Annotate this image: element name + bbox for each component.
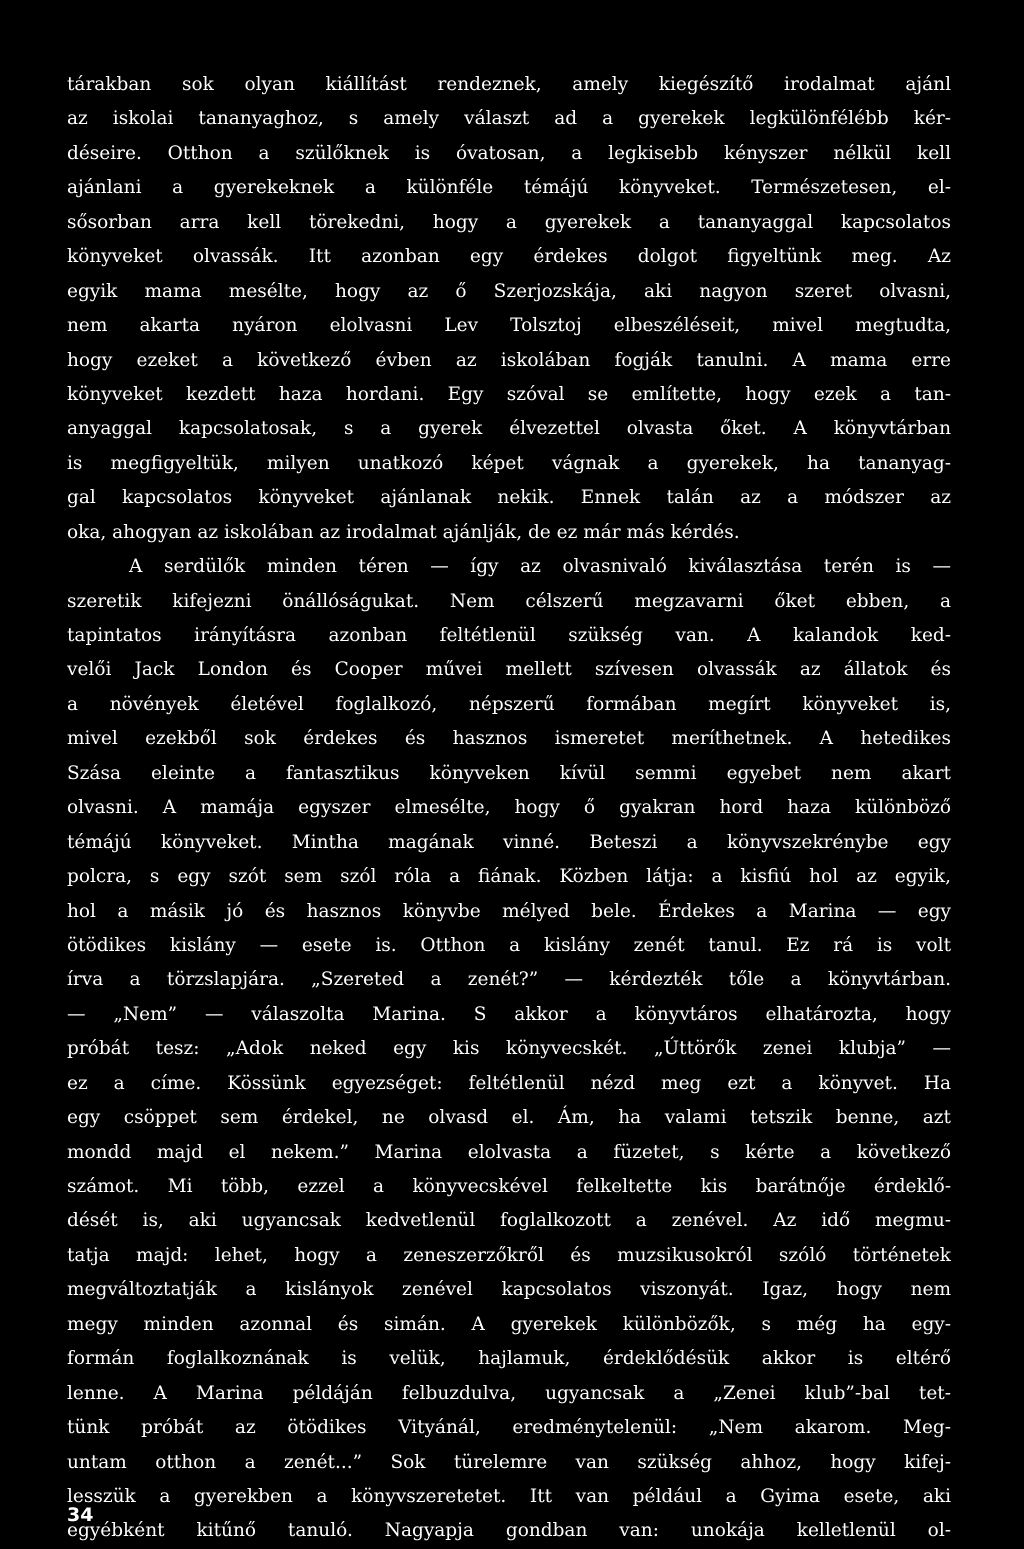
text-line: is megfigyeltük, milyen unatkozó képet vágnak a gyerekek, ha tananyag- (67, 452, 951, 474)
text-line: lenne. A Marina példáján felbuzdulva, ugyancsak a „Zenei klub”-bal tet- (67, 1382, 951, 1404)
text-line: egyébként kitűnő tanuló. Nagyapja gondban van: unokája kelletlenül ol- (67, 1520, 951, 1542)
text-line: tapintatos irányításra azonban feltétlenül szükség van. A kalandok ked- (67, 625, 951, 646)
text-line: hogy ezeket a következő évben az iskolában fogják tanulni. A mama erre (67, 349, 951, 371)
text-line: lesszük a gyerekben a könyvszeretetet. Itt van például a Gyima esete, aki (67, 1485, 951, 1507)
text-line: mondd majd el nekem.” Marina elolvasta a füzetet, s kérte a következő (67, 1141, 951, 1163)
text-line: könyveket olvassák. Itt azonban egy érdekes dolgot figyeltünk meg. Az (67, 246, 951, 268)
text-line: tünk próbát az ötödikes Vityánál, eredménytelenül: „Nem akarom. Meg- (67, 1417, 951, 1439)
page-number: 34 (67, 1504, 94, 1526)
text-line: sősorban arra kell törekedni, hogy a gyerekek a tananyaggal kapcsolatos (67, 211, 951, 233)
text-line: hol a másik jó és hasznos könyvbe mélyed bele. Érdekes a Marina — egy (67, 900, 951, 922)
text-line: Szása eleinte a fantasztikus könyveken kívül semmi egyebet nem akart (67, 762, 951, 784)
text-line: mivel ezekből sok érdekes és hasznos ismeretet meríthetnek. A hetedikes (67, 728, 951, 750)
text-line: próbát tesz: „Adok neked egy kis könyvecskét. „Úttörők zenei klubja” — (67, 1038, 951, 1060)
page-body (67, 68, 951, 1549)
text-line: ötödikes kislány — esete is. Otthon a kislány zenét tanul. Ez rá is volt (67, 934, 951, 956)
text-line: számot. Mi több, ezzel a könyvecskével felkeltette kis barátnője érdeklő- (67, 1176, 951, 1197)
text-line: gal kapcsolatos könyveket ajánlanak nekik. Ennek talán az a módszer az (67, 487, 951, 509)
text-line: polcra, s egy szót sem szól róla a fiának. Közben látja: a kisfiú hol az egyik, (67, 866, 951, 888)
text-line: formán foglalkoznának is velük, hajlamuk, érdeklődésük akkor is eltérő (67, 1348, 951, 1370)
text-line: anyaggal kapcsolatosak, s a gyerek élvezettel olvasta őket. A könyvtárban (67, 418, 951, 440)
text-line: megváltoztatják a kislányok zenével kapcsolatos viszonyát. Igaz, hogy nem (67, 1279, 951, 1301)
text-line: nem akarta nyáron elolvasni Lev Tolsztoj elbeszéléseit, mivel megtudta, (67, 315, 951, 337)
text-line: az iskolai tananyaghoz, s amely választ ad a gyerekek legkülönfélébb kér- (67, 108, 951, 130)
text-line: könyveket kezdett haza hordani. Egy szóval se említette, hogy ezek a tan- (67, 383, 951, 405)
text-line: megy minden azonnal és simán. A gyerekek különbözők, s még ha egy- (67, 1313, 951, 1335)
text-line: — „Nem” — válaszolta Marina. S akkor a könyvtáros elhatározta, hogy (67, 1003, 951, 1025)
text-line: ez a címe. Kössünk egyezséget: feltétlenül nézd meg ezt a könyvet. Ha (67, 1072, 951, 1094)
text-line: egyik mama mesélte, hogy az ő Szerjozskája, aki nagyon szeret olvasni, (67, 280, 951, 302)
text-line: ajánlani a gyerekeknek a különféle témájú könyveket. Természetesen, el- (67, 177, 951, 199)
text-line: déseire. Otthon a szülőknek is óvatosan, a legkisebb kényszer nélkül kell (67, 142, 951, 164)
text-line: oka, ahogyan az iskolában az irodalmat ajánlják, de ez már más kérdés. (67, 521, 740, 543)
text-line: tatja majd: lehet, hogy a zeneszerzőkről és muzsikusokról szóló történetek (67, 1244, 951, 1266)
text-line: untam otthon a zenét...” Sok türelemre van szükség ahhoz, hogy kifej- (67, 1451, 951, 1473)
text-line: a növények életével foglalkozó, népszerű formában megírt könyveket is, (67, 693, 951, 715)
text-line: szeretik kifejezni önállóságukat. Nem célszerű megzavarni őket ebben, a (67, 590, 951, 612)
text-line: írva a törzslapjára. „Szereted a zenét?” — kérdezték tőle a könyvtárban. (67, 969, 951, 991)
text-line: velői Jack London és Cooper művei mellett szívesen olvassák az állatok és (67, 659, 951, 681)
text-line: A serdülők minden téren — így az olvasnivaló kiválasztása terén is — (129, 556, 951, 578)
text-line: olvasni. A mamája egyszer elmesélte, hogy ő gyakran hord haza különböző (67, 797, 951, 819)
text-line: dését is, aki ugyancsak kedvetlenül foglalkozott a zenével. Az idő megmu- (67, 1210, 951, 1232)
text-line: témájú könyveket. Mintha magának vinné. Beteszi a könyvszekrénybe egy (67, 831, 951, 853)
text-line: egy csöppet sem érdekel, ne olvasd el. Ám, ha valami tetszik benne, azt (67, 1107, 951, 1129)
text-line: tárakban sok olyan kiállítást rendeznek, amely kiegészítő irodalmat ajánl (67, 74, 951, 95)
